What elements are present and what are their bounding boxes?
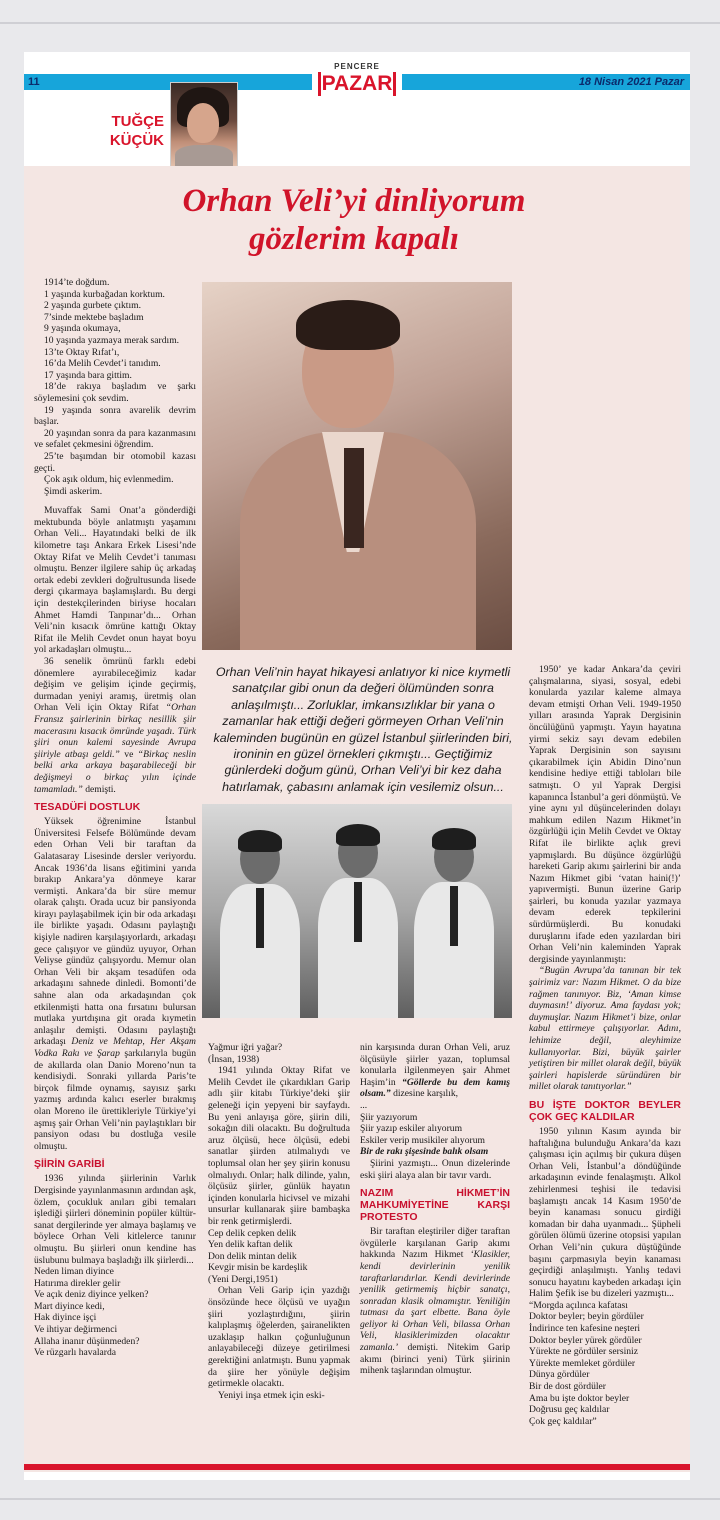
paragraph: Orhan Veli Garip için yazdığı önsözünde hece ölçüsü ve uyağın şiiri yozlaştırdığını, şiirin kalıplaşmış öğelerden, şairanelikten uzaklaşıp halkın çoğunluğunun anlayabileceği düzeye getirilmesi gerektiğini anlatmıştı. Bunu yapmak da şiire her yönüyle değişim getirmekle olacaktı. [208, 1285, 350, 1390]
bio-line: Çok aşık oldum, hiç evlenmedim. [44, 474, 174, 486]
garip-poets-group-photo [202, 804, 512, 1018]
poem-line: Don delik mintan delik [208, 1250, 297, 1262]
poem-line: Cep delik cepken delik [208, 1227, 297, 1239]
poem-line: “Morgda açılınca kafatası [529, 1299, 628, 1311]
bio-line: 25’te başımdan bir otomobil kazası geçti. [34, 450, 196, 474]
column-2 [208, 1042, 350, 1401]
subheading-doktor: BU İŞTE DOKTOR BEYLER ÇOK GEÇ KALDILAR [529, 1098, 681, 1123]
poem-line: Yürekte memleket gördüler [529, 1357, 636, 1369]
subheading-dostluk: TESADÜFİ DOSTLUK [34, 801, 141, 814]
poem-line: Yen delik kaftan delik [208, 1239, 293, 1251]
paragraph: Şiirini yazmıştı... Onun dizelerinde eski şiiri alaya alan bir tavır vardı. [360, 1157, 510, 1181]
column-3 [360, 1042, 510, 1377]
subheading-protesto: NAZIM HİKMET’İN MAHKUMİYETİNE KARŞI PROTESTO [360, 1187, 510, 1224]
bio-line: 19 yaşında sonra avarelik devrim başlar. [34, 404, 196, 428]
bio-line: Şimdi askerim. [44, 485, 103, 497]
poem-line: Kevgir misin be kardeşlik [208, 1262, 308, 1274]
paragraph: nin karşısında duran Orhan Veli, aruz ölçüsüyle şiirler yazan, toplumsal konularla ilgilenmeyen şair Ahmet Haşim’in “Göllerde bu dem kamış olsam.” dizesine karşılık, [360, 1042, 511, 1100]
poem-block [360, 1100, 510, 1158]
bottom-border [0, 1498, 720, 1500]
paragraph: 1950’ ye kadar Ankara’da çeviri çalışmalarına, siyasi, sosyal, edebi konularda yazılar kaleme almaya devam etmişti Orhan Veli. 1949-1950 yılları arasında Yaprak Dergisinin öncülüğünü yapmıştı. Yayın hayatına yirmi sekiz sayı devam edebilen Yaprak Dergisinin son sayısını çıkarabilmek için Abidin Dino’nun kendisine hediye ettiği tabloları bile satmıştı. O yıl Yaprak Dergisi kapanınca İstanbul’a geri dönmüştü. Ve yine aynı yıl düşüncelerinden dolayı mahkum edilen Nazım Hikmet’in özgürlüğü için Melih Cevdet ve Oktay Rifat ile birlikte açlık grevi yapmışlardı. Bu düşünce özgürlüğü hareketi Garip akımı şairlerini bir anda Nazım Hikmet gibi ‘vatan haini(!)’ yapıvermişti. Bunun üzerine Garip şairleri, bu konuda yazılar yazmaya devam ederek tepkilerini sürdürmüşlerdi. Bu konudaki duruşlarını ifade eden yazılardan biri Orhan Veli’nin kaleminden Yaprak dergisinde yayınlanmıştı: [529, 664, 681, 965]
poem-line: Bir de rakı şişesinde balık olsam [360, 1146, 489, 1158]
bio-line: 18’de rakıya başladım ve şarkı söylemesini çok sevdim. [34, 381, 196, 404]
poem-line: Mart diyince kedi, [34, 1300, 105, 1312]
title-line-1: Orhan Veli’yi dinliyorum [182, 183, 526, 219]
newspaper-page [24, 52, 690, 1480]
paragraph: 1941 yılında Oktay Rifat ve Melih Cevdet ile çıkardıkları Garip adlı şiir kitabı Türkiye’deki şiir geleneği için yepyeni bir sayfaydı. Bu yeni anlayışa göre, şiirin dili, sokağın dili olacaktı. Bu doğrultuda aruz ölçüsü, hece ölçüsü, edebi sanatlar şiirden atılmalıydı ve toplumsal olan her şey şiirin konusu olmalıydı. Onlar; halk dilinde, yalın, ölçüsüz şiirler, günlük hayatın içinden konularla hicivsel ve mizahi unsurlar kullanarak şiire bambaşka bir renk getirmişlerdi. [208, 1065, 350, 1227]
bio-list [34, 277, 196, 497]
poem-line: Eskiler verip musikiler alıyorum [360, 1134, 485, 1146]
poem-line: Şiir yazıyorum [360, 1111, 418, 1123]
bio-line: 13’te Oktay Rıfat’ı, [44, 346, 120, 358]
footer-red-bar [24, 1464, 690, 1470]
bio-line: 20 yaşından sonra da para kazanmasını ve sefalet çekmesini öğrendim. [34, 427, 196, 451]
bio-line: 10 yaşında yazmaya merak sardım. [44, 334, 180, 346]
poem-block [34, 1266, 196, 1359]
title-line-2: gözlerim kapalı [249, 221, 459, 257]
author-first-name: TUĞÇE [111, 113, 164, 130]
article-title [124, 182, 584, 258]
page-number: 11 [28, 76, 40, 88]
poem-line: Ve açık deniz diyince yelken? [34, 1289, 149, 1301]
poem-line: Doktor beyler; beyin gördüler [529, 1311, 644, 1323]
poem-source: (İnsan, 1938) [208, 1053, 260, 1065]
pazar-logo [312, 62, 402, 102]
paragraph: Yüksek öğrenimine İstanbul Üniversitesi Felsefe Bölümünde devam eden Orhan Veli bir taraftan da Galatasaray Lisesinde dersler veriyordu. Ancak 1936’da lisans eğitimini yarıda bırakıp Ankara’ya dönmeye karar vermişti. Ankara’da bir süre memur olarak çalıştı. Orada ucuz bir pansiyonda kirayı paylaşabilmek için bir oda arkadaşı ile birlikte yaşadı. Odasını paylaştığı kişiyle nadiren karşılaşıyorlardı, arkadaşı gece çalışıyor ve gündüz uyuyor, Orhan Veliyse gündüz çalışıyordu. Memur olan Orhan Veli bir akşam tesadüfen oda arkadaşını sahnede dinledi. Bomonti’de sahne alan oda arkadaşından çok etkilenmişti hatta ona fırsatını bulursan mutlaka yurtdışına git orada kıymetin anlaşılır demişti. Odasını paylaştığı arkadaşı Deniz ve Mehtap, Her Akşam Vodka Rakı ve Şarap şarkılarıyla bugün de akıllarda olan Danio Moreno’nun ta kendisiydi. Sonraki yıllarda Paris’te birçok filmde oynamış, sayısız şarkı yazmış ardında kalıcı eserler bırakmış olan Moreno ile ürettikleriyle Türkiye’yi aşmış şair Orhan Veli’nin paylaştıkları bir pansiyon odası bu dostluğa vesile olmuştu. [34, 816, 196, 1152]
author-name [104, 112, 164, 150]
paragraph: 1936 yılında şiirlerinin Varlık Dergisinde yayınlanmasının ardından aşk, özlem, çocukluk anıları gibi temaları işlediği şiirleri döneminin popüler kültür-sanat dergilerinde yer almaya başlamış ve böylece Orhan Veli kitlelerce tanınır olmuştu. Bu şiirleri onun kendine has üslubunu bulmaya başladığı ilk şiirlerdi... [34, 1173, 196, 1266]
poem-line: Bir de dost gördüler [529, 1381, 607, 1393]
poem-line: Ve rüzgarlı havalarda [34, 1347, 117, 1359]
photo-caption: Orhan Veli’nin hayat hikayesi anlatıyor ki nice kıymetli sanatçılar gibi onun da değeri ölümünden sonra anlaşılmıştı... Zorluklar, imkansızlıklar bir yana o zamanlar hak ettiği değeri görmeyen Orhan Veli’nin kaleminden bugünün en güzel İstanbul şiirlerinden biri, ironinin en güzel örnekleri çıkmıştı... Geçtiğimiz günlerdeki doğum günü, Orhan Veli’yi bir kez daha hatırlamak, çabasını anlamak için vesilemiz olsun... [213, 665, 513, 794]
logo-small-text: PENCERE [334, 62, 380, 71]
orhan-veli-portrait-photo [202, 282, 512, 650]
poem-line: Yağmur iğri yağar? [208, 1042, 283, 1053]
poem-line: Ama bu işte doktor beyler [529, 1392, 630, 1404]
bio-line: 17 yaşında bara gittim. [44, 369, 132, 381]
quote: “Bugün Avrupa’da tanınan bir tek şairimiz var: Nazım Hikmet. O da bize rağmen tanınıyor. Biz, ‘Aman kimse duymasın!’ diyoruz. Ama faydası yok; duymuşlar. Nazım Hikmet’i bize, onlar kabul ettirmeye çalışıyorlar. Adını, lehimize değil, aleyhimize kullanıyorlar. Bizi, büyük şairler yetiştiren bir millet olarak değil, büyük şairleri hapislerde süründüren bir millet olarak tanıtıyorlar.” [529, 965, 681, 1093]
page-header [24, 52, 690, 162]
top-border [0, 22, 720, 24]
bio-line: 9 yaşında okumaya, [44, 323, 121, 335]
poem-line: Çok geç kaldılar” [529, 1415, 597, 1427]
poem-line: Hak diyince işçi [34, 1312, 97, 1324]
poem-line: Neden liman diyince [34, 1266, 114, 1278]
paragraph: Bir taraftan eleştiriler diğer taraftan övgülerle karşılanan Garip akımı hakkında Nazım Hikmet ‘Klasikler, kendi devirlerinin yenilik taraftarlarıdırlar. Kendi devirlerinde yenilik getirmemiş hiçbir sanatçı, sonradan klasik olmamıştır. Yeniliğin tutması da şart elbette. Bana öyle geliyor ki Orhan Veli, bilassa Orhan Veli, klasiklerimizden olacaktır zamanla.’ demişti. Nitekim Garip akımı (birinci yeni) Türk şiirinin mihenk taşlarından olmuştur. [360, 1226, 510, 1377]
paragraph: Muvaffak Sami Onat’a gönderdiği mektubunda böyle anlatmıştı yaşamını Orhan Veli... Hayatındaki belki de ilk kilometre taşı Ankara Erkek Lisesi’nde Oktay Rifat ve Melih Cevdet’i tanıması olmuştu. Benzer ilgilere sahip üç arkadaş ortak edebi zevkleri doğrultusunda lisede dergi çıkarmaya başlamışlardı. Bu dergi için destekçilerinden biriyse hocaları Ahmet Hamdi Tanpınar’dı... Orhan Veli’nin kısacık ömrüne kattığı Oktay Rifat ile Melih Cevdet onun hayat boyu yol arkadaşları olmuştu... [34, 505, 196, 656]
issue-date: 18 Nisan 2021 Pazar [578, 76, 684, 88]
paragraph: Yeniyi inşa etmek için eski- [218, 1389, 325, 1401]
poem-line: Doktor beyler yürek gördüler [529, 1334, 642, 1346]
poem-line: Şiir yazıp eskiler alıyorum [360, 1123, 463, 1135]
bio-line: 7’sinde mektebe başladım [44, 311, 144, 323]
poem-line: Yürekte ne gördüler sersiniz [529, 1346, 638, 1358]
bio-line: 2 yaşında gurbete çıktım. [44, 300, 141, 312]
poem-line: Dünya gördüler [529, 1369, 590, 1381]
paragraph: 1950 yılının Kasım ayında bir haftalığına bulunduğu Ankara’da kazı çalışması için açılmış bir çukura düşen Orhan Veli, İstanbul’a döndüğünde arkadaşının evinde fenalaşmıştı. Alkol zehirlenmesi teşhisi ile tedavisi başlamıştı ancak 14 Kasım 1950’de beyin kanaması sonucu girdiği komadan bir daha uyanmadı... Şüpheli görülen ölümü üzerine otopsisi yapılan Orhan Veli’nin çukura düştüğünde başını çarpmasıyla beyin kanaması geçirdiği anlaşılmıştı. Yanlış tedavi sonucu hayatını kaybeden arkadaşı için Halim Şefik ise bu dizeleri yazmıştı... [529, 1125, 681, 1300]
logo-main-text: PAZAR [318, 72, 396, 96]
poem-line: Hatırıma direkler gelir [34, 1277, 121, 1289]
paragraph: 36 senelik ömrünü farklı edebi dönemlere ayırabileceğimiz kadar değişim ve gelişim içinde geçirmiş, durmadan yeniyi aramış, üretmiş olan Orhan Veli için Oktay Rifat “Orhan Fransız şairlerinin birkaç nesillik şiir macerasını kısacık ömründe yaşadı. Türk şiiri onun kalemi sayesinde Avrupa şiiriyle atbaşı geldi.” ve “Birkaç neslin belki arka arkaya başarabileceği bir değişmeyi o birkaç yılın içinde tamamladı.” demişti. [34, 656, 196, 795]
bio-line: 1914’te doğdum. [44, 277, 110, 288]
author-last-name: KÜÇÜK [109, 132, 164, 149]
column-1 [34, 277, 196, 1359]
poem-line: Doğrusu geç kaldılar [529, 1404, 610, 1416]
poem-source: (Yeni Dergi,1951) [208, 1273, 278, 1285]
poem-block [208, 1228, 350, 1286]
poem-line: ... [360, 1099, 368, 1111]
poem-line: Ve ihtiyar değirmenci [34, 1324, 118, 1336]
bio-line: 1 yaşında kurbağadan korktum. [44, 288, 165, 300]
poem-line: Allaha inanır düşünmeden? [34, 1335, 140, 1347]
subheading-garip: ŞİİRİN GARİBİ [34, 1158, 105, 1171]
poem-block [529, 1300, 681, 1428]
poem-line: İndirince ten kafesine neşteri [529, 1323, 641, 1335]
bio-line: 16’da Melih Cevdet’i tanıdım. [44, 358, 161, 370]
author-avatar [170, 82, 238, 168]
column-4 [529, 664, 681, 1427]
